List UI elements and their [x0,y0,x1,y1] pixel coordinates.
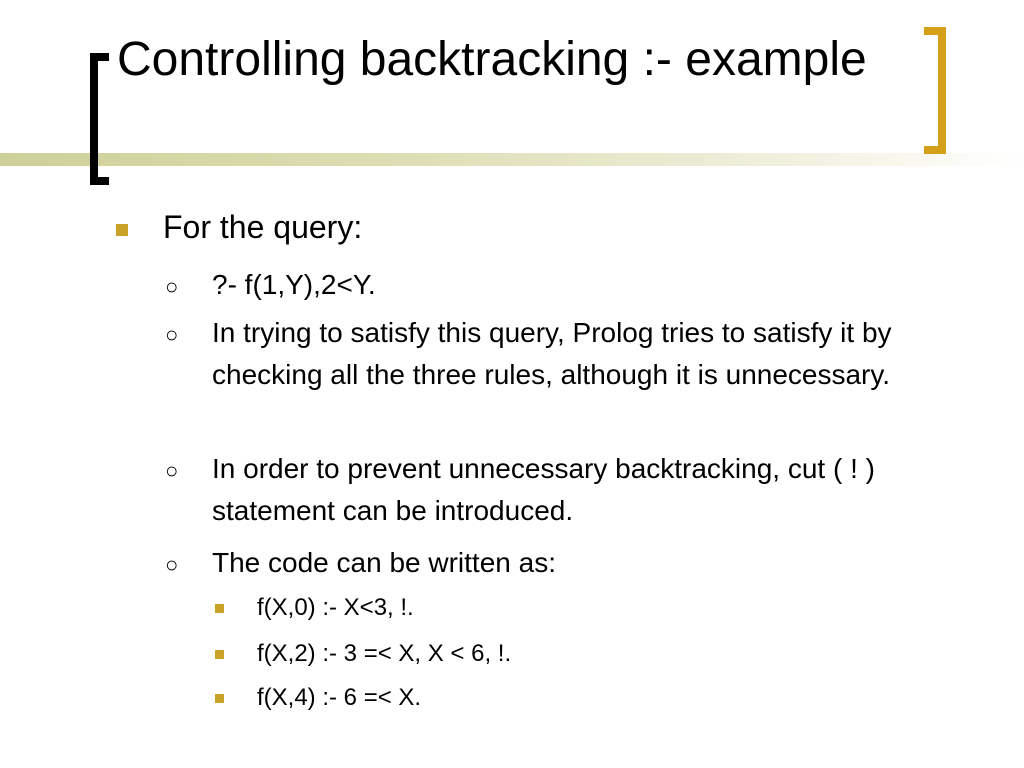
code-line: f(X,4) :- 6 =< X. [257,684,422,711]
sub-bullet-query: ?- f(1,Y),2<Y. [212,269,376,300]
code-line: f(X,2) :- 3 =< X, X < 6, !. [257,640,512,667]
bullet-level-1: For the query: [163,209,363,245]
sub-bullet-cut: In order to prevent unnecessary backtracking, cut ( ! ) statement can be introduced. [212,453,875,526]
circle-bullet-icon: ○ [165,274,179,299]
slide-title: Controlling backtracking :- example [117,33,867,86]
code-line: f(X,0) :- X<3, !. [257,594,414,621]
circle-bullet-icon: ○ [165,552,179,577]
square-bullet-icon [215,694,224,703]
square-bullet-icon [116,224,128,236]
sub-bullet-code-intro: The code can be written as: [212,547,556,578]
sub-bullet-explanation: In trying to satisfy this query, Prolog tries to satisfy it by checking all the three rules, although it is unnecessary. [212,317,892,390]
circle-bullet-icon: ○ [165,458,179,483]
square-bullet-icon [215,604,224,613]
square-bullet-icon [215,650,224,659]
circle-bullet-icon: ○ [165,322,179,347]
